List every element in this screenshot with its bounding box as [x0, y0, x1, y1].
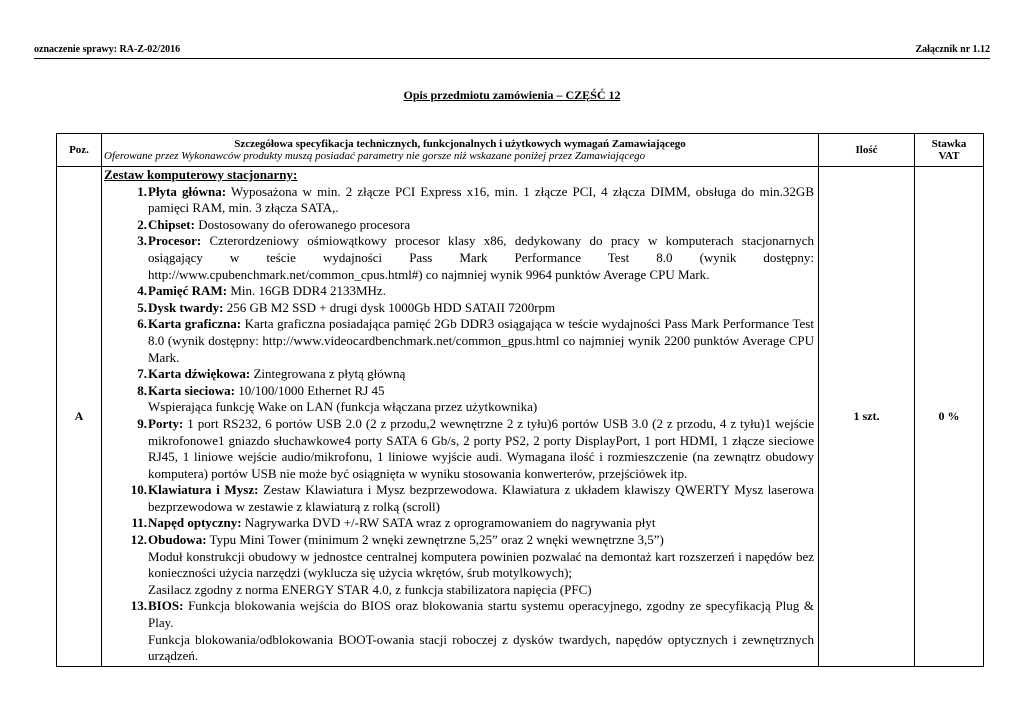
page-header [34, 44, 990, 59]
item-number: 6. [137, 316, 147, 332]
table-row [57, 167, 984, 667]
spec-list [104, 184, 814, 665]
row-position: A [57, 167, 102, 667]
item-number: 13. [130, 598, 147, 614]
item-key: Dysk twardy: [148, 299, 224, 315]
col-header-position: Poz. [57, 134, 102, 167]
list-item [104, 383, 814, 416]
row-vat: 0 % [915, 167, 984, 667]
item-text: Typu Mini Tower (minimum 2 wnęki zewnętrzne 5,25” oraz 2 wnęki wewnętrzne 3,5”) [206, 532, 664, 548]
item-key: Karta dźwiękowa: [148, 366, 251, 382]
list-item [104, 283, 814, 300]
list-item [104, 233, 814, 283]
item-text: 1 port RS232, 6 portów USB 2.0 (2 z przodu,2 wewnętrzne 2 z tyłu)6 portów USB 3.0 (2 z przodu, 4 z tyłu)1 wejście mikrofonowe1 gniazdo słuchawkowe4 porty SATA 6 Gb/s, 2 porty PS2, 2 porty DisplayPort, 1 port HDMI, 1 złącze sieciowe RJ45, 1 liniowe wejście audio/mikrofonu, 1 liniowe wyjście audi. Wymagana ilość i rozmieszczenie (na zewnątrz obudowy komputera) portów USB nie może być osiągnięta w wyniku stosowania konwerterów, przejściówek itp. [148, 415, 814, 481]
specification-table [56, 133, 984, 667]
item-extra-text: Moduł konstrukcji obudowy w jednostce centralnej komputera powinien pozwalać na demontaż kart rozszerzeń i napędów bez konieczności użycia narzędzi (wyklucza się użycia wkrętów, śrub motylkowych); [148, 548, 814, 581]
item-key: Płyta główna: [148, 183, 227, 199]
row-quantity: 1 szt. [819, 167, 915, 667]
case-reference: oznaczenie sprawy: RA-Z-02/2016 [34, 44, 181, 55]
item-key: Porty: [148, 415, 184, 431]
item-text: 256 GB M2 SSD + drugi dysk 1000Gb HDD SATAII 7200rpm [223, 299, 556, 315]
item-key: Chipset: [148, 216, 195, 232]
item-key: Obudowa: [148, 532, 207, 548]
item-text: 10/100/1000 Ethernet RJ 45 [235, 382, 385, 398]
item-key: Procesor: [148, 233, 202, 249]
list-item [104, 316, 814, 366]
item-text: Zestaw Klawiatura i Mysz bezprzewodowa. Klawiatura z układem klawiszy QWERTY Mysz laserowa bezprzewodowa w zestawie z klawiaturą z rolką (scroll) [148, 482, 814, 514]
item-text: Nagrywarka DVD +/-RW SATA wraz z oprogramowaniem do nagrywania płyt [241, 515, 656, 531]
item-key: Karta sieciowa: [148, 382, 236, 398]
item-text: Karta graficzna posiadająca pamięć 2Gb DDR3 osiągająca w teście wydajności Pass Mark Performance Test 8.0 (wynik dostępny: http://www.videocardbenchmark.net/common_gpus.html co najmniej wynik 2200 punktów Average CPU Mark. [148, 316, 814, 365]
col-header-quantity: Ilość [819, 134, 915, 167]
list-item [104, 300, 814, 317]
col-header-spec [102, 134, 819, 167]
item-number: 1. [137, 183, 147, 199]
list-item [104, 532, 814, 598]
row-spec [102, 167, 819, 667]
item-text: Min. 16GB DDR4 2133MHz. [227, 283, 386, 299]
col-header-vat [915, 134, 984, 167]
list-item [104, 217, 814, 234]
list-item [104, 184, 814, 217]
item-key: Pamięć RAM: [148, 283, 228, 299]
item-number: 10. [130, 482, 147, 498]
item-number: 7. [137, 366, 147, 382]
item-number: 9. [137, 415, 147, 431]
vat-header-line2: VAT [938, 150, 960, 162]
list-item [104, 416, 814, 482]
document-title: Opis przedmiotu zamówienia – CZĘŚĆ 12 [403, 88, 621, 102]
item-number: 11. [131, 515, 147, 531]
item-extra-text: Funkcja blokowania/odblokowania BOOT-owania stacji roboczej z dysków twardych, napędów optycznych i zewnętrznych urządzeń. [148, 631, 814, 664]
spec-header-note: Oferowane przez Wykonawców produkty muszą posiadać parametry nie gorsze niż wskazane poniżej przez Zamawiającego [104, 150, 646, 162]
item-extra-text: Zasilacz zgodny z norma ENERGY STAR 4.0, z funkcja stabilizatora napięcia (PFC) [148, 581, 592, 597]
table-header-row [57, 134, 984, 167]
item-key: BIOS: [148, 598, 184, 614]
item-text: Wyposażona w min. 2 złącze PCI Express x16, min. 1 złącze PCI, 4 złącza DIMM, obsługa do min.32GB pamięci RAM, min. 3 złącza SATA,. [148, 183, 814, 216]
item-text: Zintegrowana z płytą główną [250, 366, 406, 382]
item-number: 5. [137, 299, 147, 315]
set-title: Zestaw komputerowy stacjonarny: [104, 167, 298, 182]
item-key: Klawiatura i Mysz: [148, 482, 259, 498]
item-text: Czterordzeniowy ośmiowątkowy procesor klasy x86, dedykowany do pracy w komputerach stacjonarnych osiągający w teście wydajności Pass Mark Performance Test 8.0 (wynik dostępny: http://www.cpubenchmark.net/common_cpus.html#) co najmniej wynik 9964 punktów Average CPU Mark. [148, 233, 814, 282]
list-item [104, 366, 814, 383]
attachment-number: Załącznik nr 1.12 [915, 44, 990, 55]
item-number: 12. [130, 532, 147, 548]
list-item [104, 515, 814, 532]
item-key: Karta graficzna: [148, 316, 242, 332]
item-number: 3. [137, 233, 147, 249]
item-number: 4. [137, 283, 147, 299]
item-key: Napęd optyczny: [148, 515, 242, 531]
item-text: Dostosowany do oferowanego procesora [194, 216, 411, 232]
item-text: Funkcja blokowania wejścia do BIOS oraz blokowania startu systemu operacyjnego, zgodny ze specyfikacją Plug & Play. [148, 598, 814, 631]
vat-header-line1: Stawka [931, 138, 967, 150]
spec-header-title: Szczegółowa specyfikacja technicznych, funkcjonalnych i użytkowych wymagań Zamawiającego [234, 138, 686, 150]
list-item [104, 482, 814, 515]
item-extra-text: Wspierająca funkcję Wake on LAN (funkcja włączana przez użytkownika) [148, 399, 538, 415]
item-number: 8. [137, 382, 147, 398]
list-item [104, 598, 814, 664]
item-number: 2. [137, 216, 147, 232]
